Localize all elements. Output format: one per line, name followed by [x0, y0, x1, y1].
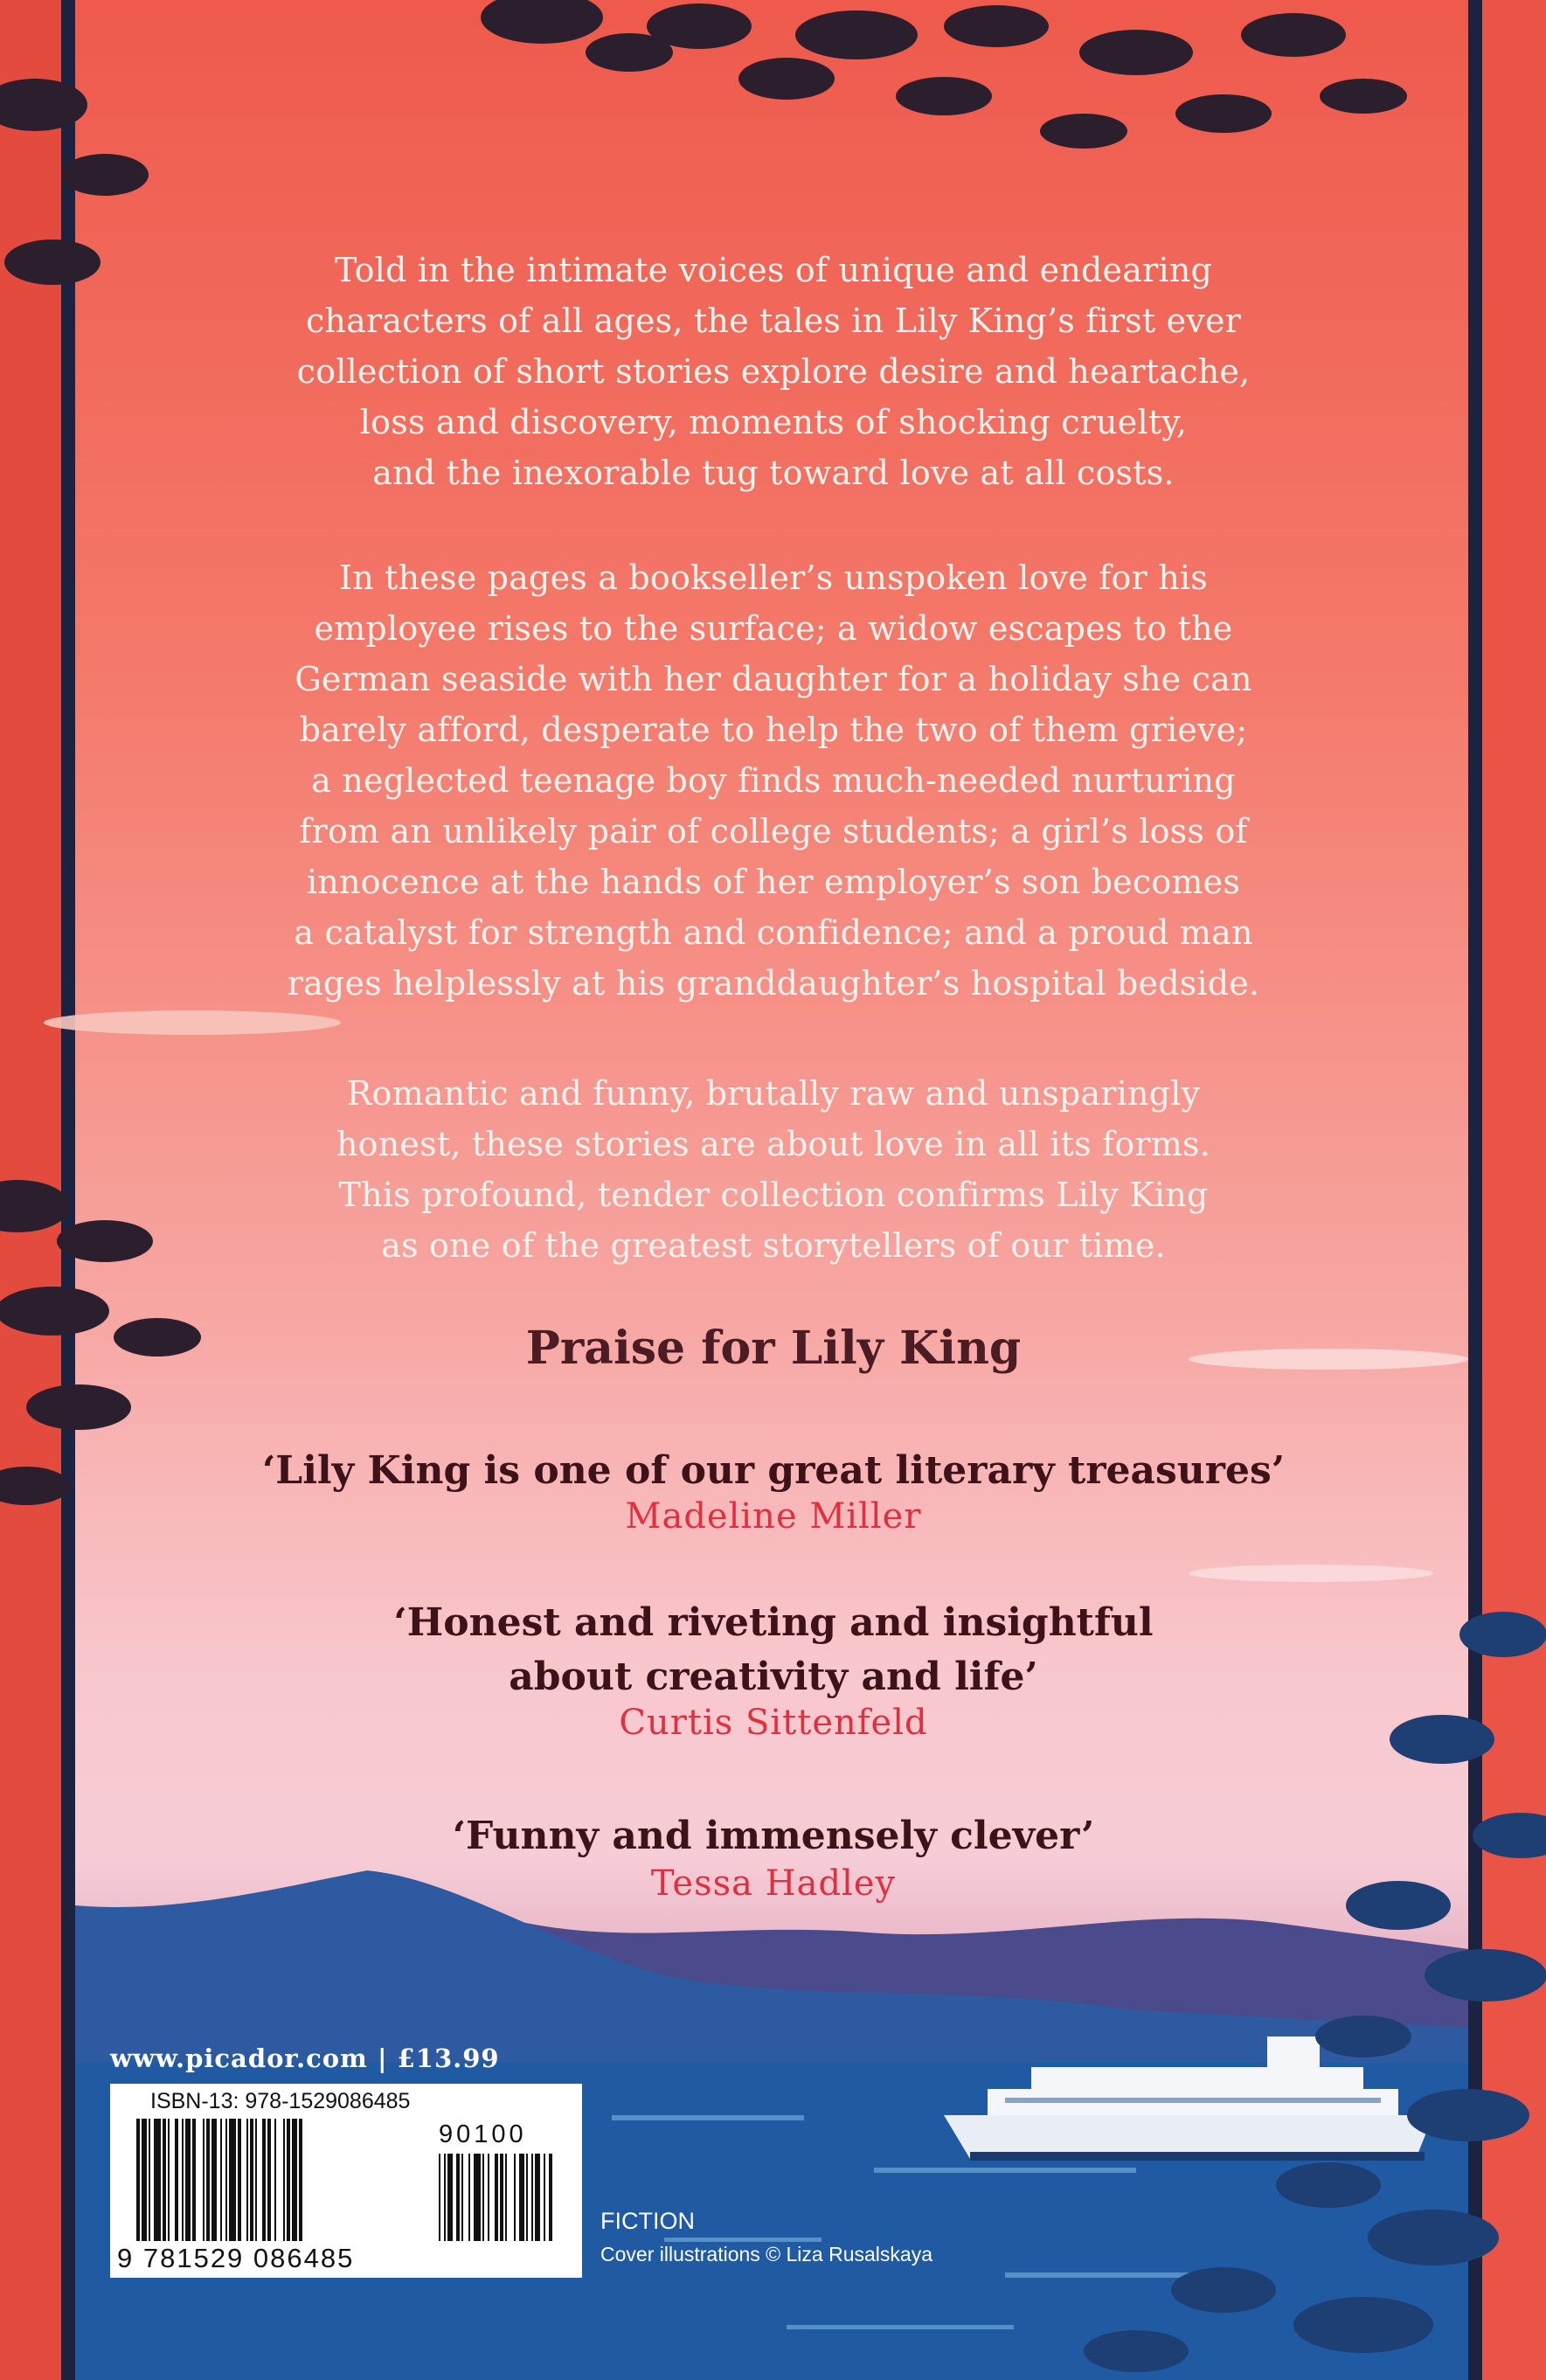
praise-quote [157, 1444, 1390, 1498]
blurb-line: innocence at the hands of her employer’s son becomes [306, 863, 1241, 901]
barcode-bar [182, 2119, 184, 2241]
blurb-line: honest, these stories are about love in all its forms. [336, 1125, 1210, 1163]
blurb-line: loss and discovery, moments of shocking cruelty, [359, 403, 1188, 441]
addon-barcode-bar [461, 2154, 463, 2241]
barcode-bar [267, 2119, 271, 2241]
price: £13.99 [397, 2043, 500, 2073]
barcode-bar [175, 2119, 178, 2241]
quote-line: ‘Honest and riveting and insightful [393, 1600, 1154, 1645]
quote-line: ‘Funny and immensely clever’ [452, 1814, 1095, 1858]
addon-barcode-bar [535, 2154, 540, 2241]
barcode-bar [168, 2119, 170, 2241]
blurb-line: as one of the greatest storytellers of our time. [381, 1226, 1166, 1265]
barcode-bar [238, 2119, 241, 2241]
addon-barcode-bar [505, 2154, 507, 2241]
blurb-line: a neglected teenage boy finds much-needed nurturing [311, 761, 1236, 800]
praise-quote [157, 1809, 1390, 1863]
addon-barcode-bar [514, 2154, 516, 2241]
blurb-line: Told in the intimate voices of unique and endearing [334, 251, 1213, 289]
barcode-bar [185, 2119, 191, 2241]
addon-barcode-bar [444, 2154, 446, 2241]
barcode-bar [142, 2119, 147, 2241]
website-and-price [110, 2043, 500, 2073]
quote-line: about creativity and life’ [509, 1655, 1038, 1699]
barcode-bar [192, 2119, 196, 2241]
blurb-line: collection of short stories explore desire and heartache, [296, 352, 1251, 391]
blurb-line: a catalyst for strength and confidence; and a proud man [294, 913, 1253, 952]
barcode-bar [149, 2119, 150, 2241]
barcode-bar [283, 2119, 285, 2241]
blurb-paragraph-2 [157, 552, 1390, 1009]
addon-barcode-bar [488, 2154, 489, 2241]
addon-barcode-bar [474, 2154, 481, 2241]
blurb-paragraph-3 [157, 1068, 1390, 1271]
barcode-panel [110, 2084, 582, 2278]
separator: | [377, 2043, 388, 2073]
blurb-line: from an unlikely pair of college students; a girl’s loss of [299, 812, 1248, 850]
barcode-bar [255, 2119, 257, 2241]
addon-barcode-bar [468, 2154, 470, 2241]
quote-author: Curtis Sittenfeld [619, 1703, 928, 1743]
quote-line: ‘Lily King is one of our great literary treasures’ [261, 1448, 1286, 1493]
isbn-label: ISBN-13: 978-1529086485 [150, 2089, 411, 2113]
addon-barcode-bar [439, 2154, 440, 2241]
barcode-bar [203, 2119, 205, 2241]
blurb-line: characters of all ages, the tales in Lily King’s first ever [305, 302, 1242, 340]
blurb-line: In these pages a bookseller’s unspoken love for his [339, 559, 1208, 597]
praise-heading: Praise for Lily King [525, 1322, 1022, 1375]
addon-barcode-bar [500, 2154, 503, 2241]
barcode-bar [287, 2119, 290, 2241]
addon-barcode-bar [482, 2154, 484, 2241]
addon-barcode-bar [544, 2154, 545, 2241]
blurb-line: German seaside with her daughter for a holiday she can [295, 660, 1252, 698]
addon-barcode-bar [526, 2154, 528, 2241]
addon-barcode-bar [549, 2154, 552, 2241]
barcode-bar [246, 2119, 248, 2241]
quote-author: Madeline Miller [625, 1496, 922, 1537]
website-link[interactable]: www.picador.com [110, 2043, 368, 2073]
blurb-line: rages helplessly at his granddaughter’s hospital bedside. [287, 964, 1260, 1003]
barcode-bar [206, 2119, 210, 2241]
praise-quote [157, 1596, 1390, 1704]
left-frame-line [61, 0, 75, 2380]
addon-barcode-bar [495, 2154, 498, 2241]
right-frame-strip [1482, 0, 1546, 2380]
addon-barcode-bar [531, 2154, 533, 2241]
genre-label: FICTION [600, 2208, 695, 2234]
barcode-bar [229, 2119, 236, 2241]
blurb-line: Romantic and funny, brutally raw and unsparingly [346, 1074, 1201, 1113]
barcode-bar [292, 2119, 297, 2241]
right-frame-line [1468, 0, 1482, 2380]
blurb-line: employee rises to the surface; a widow escapes to the [314, 609, 1233, 648]
barcode-bar [163, 2119, 166, 2241]
barcode-bar [274, 2119, 276, 2241]
blurb-paragraph-1 [157, 245, 1390, 498]
addon-barcode-bar [447, 2154, 453, 2241]
barcode-bar [220, 2119, 222, 2241]
blurb-line: This profound, tender collection confirms Lily King [338, 1176, 1209, 1214]
quote-author: Tessa Hadley [650, 1863, 897, 1904]
top-tree-leaves [481, 0, 1407, 149]
barcode-bar [136, 2119, 140, 2241]
cover-credits: Cover illustrations © Liza Rusalskaya [600, 2243, 932, 2266]
barcode-bar [211, 2119, 217, 2241]
addon-barcode-bar [456, 2154, 460, 2241]
barcode-bar [154, 2119, 161, 2241]
blurb-line: barely afford, desperate to help the two of them grieve; [299, 711, 1248, 749]
cloud [1189, 1565, 1433, 1582]
barcode-bar [250, 2119, 253, 2241]
barcode-bar [299, 2119, 302, 2241]
price-code: 90100 [439, 2120, 527, 2148]
addon-barcode-bar [519, 2154, 524, 2241]
cloud [44, 1010, 341, 1035]
barcode-bar [262, 2119, 266, 2241]
blurb-line: and the inexorable tug toward love at all costs. [372, 454, 1175, 492]
barcode-bar [225, 2119, 227, 2241]
isbn-digits: 9 781529 086485 [117, 2243, 355, 2273]
